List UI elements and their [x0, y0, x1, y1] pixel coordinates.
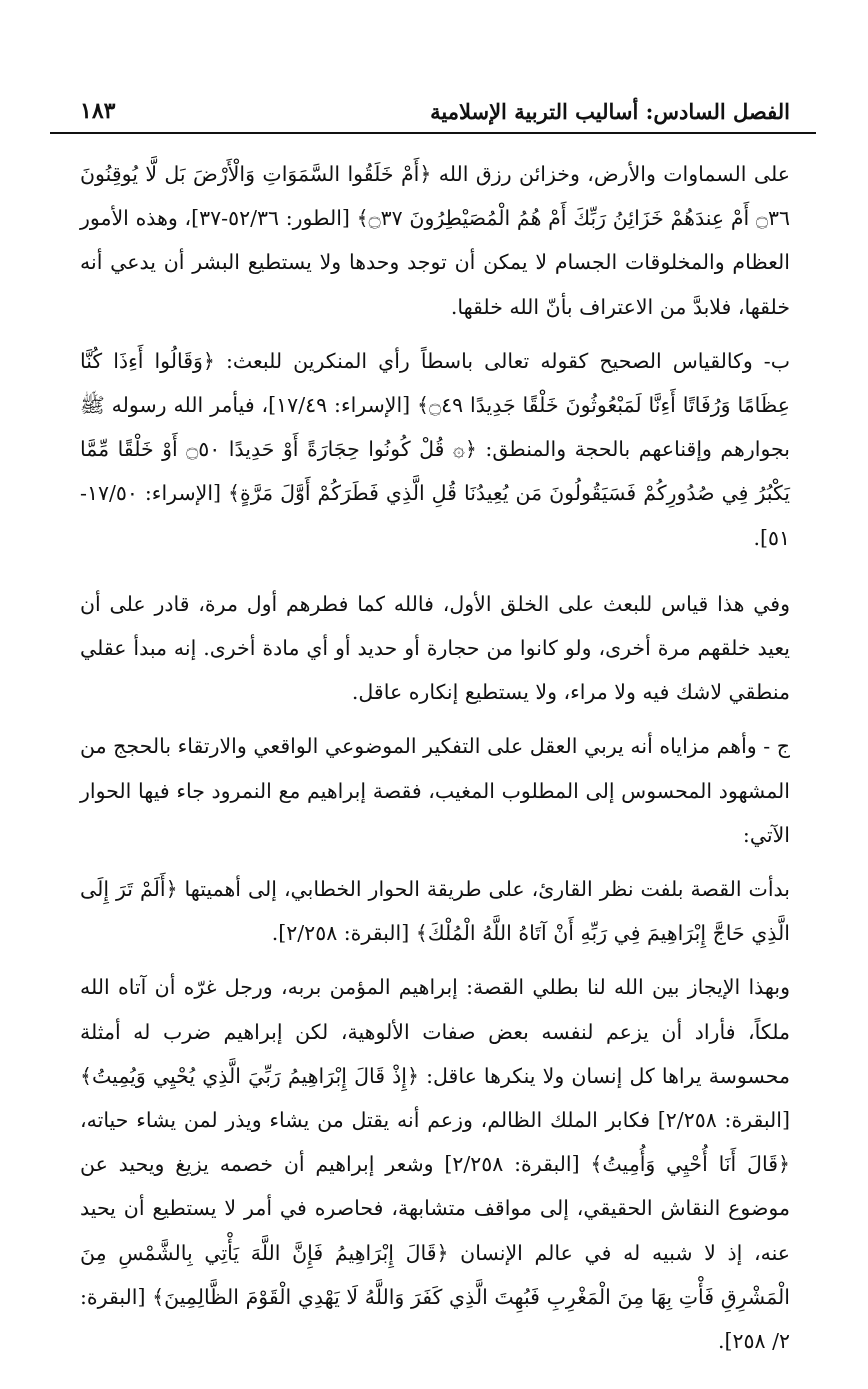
paragraph: ج - وأهم مزاياه أنه يربي العقل على التفكير الموضوعي الواقعي والارتقاء بالحجج من المشهود المحسوس إلى المطلوب المغيب، فقصة إبراهيم مع النمرود جاء فيها الحوار الآتي:: [80, 734, 790, 847]
chapter-title: الفصل السادس: أساليب التربية الإسلامية: [430, 99, 790, 124]
paragraph: وبهذا الإيجاز بين الله لنا بطلي القصة: إبراهيم المؤمن بربه، ورجل غرّه أن آتاه الله ملكاً، فأراد أن يزعم لنفسه بعض صفات الألوهية، لكن إبراهيم ضرب له أمثلة محسوسة يراها كل إنسان ولا ينكرها عاقل: ﴿إِذْ قَالَ إِبْرَاهِيمُ رَبِّيَ الَّذِي يُحْيِي وَيُمِيتُ﴾ [البقرة: ٢/٢٥٨] فكابر الملك الظالم، وزعم أنه يقتل من يشاء ويذر لمن يشاء حياته، ﴿قَالَ أَنَا أُحْيِي وَأُمِيتُ﴾ [البقرة: ٢/٢٥٨] وشعر إبراهيم أن خصمه يزيغ ويحيد عن موضوع النقاش الحقيقي، إلى مواقف متشابهة، فحاصره في أمر لا يستطيع أن يحيد عنه، إذ لا شبيه له في عالم الإنسان ﴿قَالَ إِبْرَاهِيمُ فَإِنَّ اللَّهَ يَأْتِي بِالشَّمْسِ مِنَ الْمَشْرِقِ فَأْتِ بِهَا مِنَ الْمَغْرِبِ فَبُهِتَ الَّذِي كَفَرَ وَاللَّهُ لَا يَهْدِي الْقَوْمَ الظَّالِمِينَ﴾ [البقرة: ٢/ ٢٥٨].: [80, 975, 791, 1354]
running-header: [50, 82, 816, 124]
page-body: [50, 152, 816, 1363]
paragraph: على السماوات والأرض، وخزائن رزق الله ﴿أَمْ خَلَقُوا السَّمَوَاتِ وَالْأَرْضَ بَل لَّا يُوقِنُونَ ۝٣٦ أَمْ عِندَهُمْ خَزَائِنُ رَبِّكَ أَمْ هُمُ الْمُصَيْطِرُونَ ۝٣٧﴾ [الطور: ٥٢/٣٦-٣٧]، وهذه الأمور العظام والمخلوقات الجسام لا يمكن أن توجد وحدها ولا يستطيع البشر أن يدعي أنه خلقها، فلابدَّ من الاعتراف بأنّ الله خلقها.: [80, 162, 790, 319]
paragraph: وفي هذا قياس للبعث على الخلق الأول، فالله كما فطرهم أول مرة، قادر على أن يعيد خلقهم مرة أخرى، ولو كانوا من حجارة أو حديد أو أي مادة أخرى. إنه مبدأ عقلي منطقي لاشك فيه ولا مراء، ولا يستطيع إنكاره عاقل.: [80, 591, 790, 705]
paragraph: بدأت القصة بلفت نظر القارئ، على طريقة الحوار الخطابي، إلى أهميتها ﴿أَلَمْ تَرَ إِلَى الَّذِي حَاجَّ إِبْرَاهِيمَ فِي رَبِّهِ أَنْ آتَاهُ اللَّهُ الْمُلْكَ﴾ [البقرة: ٢/٢٥٨].: [80, 877, 790, 946]
paragraph: ب- وكالقياس الصحيح كقوله تعالى باسطاً رأي المنكرين للبعث: ﴿وَقَالُوا أَءِذَا كُنَّا عِظَامًا وَرُفَاتًا أَءِنَّا لَمَبْعُوثُونَ خَلْقًا جَدِيدًا ۝٤٩﴾ [الإسراء: ١٧/٤٩]، فيأمر الله رسوله ﷺ بجوارهم وإقناعهم بالحجة والمنطق: ﴿۞ قُلْ كُونُوا حِجَارَةً أَوْ حَدِيدًا ۝٥٠ أَوْ خَلْقًا مِّمَّا يَكْبُرُ فِي صُدُورِكُمْ فَسَيَقُولُونَ مَن يُعِيدُنَا قُلِ الَّذِي فَطَرَكُمْ أَوَّلَ مَرَّةٍ﴾ [الإسراء: ١٧/٥٠- ٥١].: [80, 348, 790, 550]
header-rule: [50, 132, 816, 134]
page-number: ١٨٣: [80, 98, 116, 124]
